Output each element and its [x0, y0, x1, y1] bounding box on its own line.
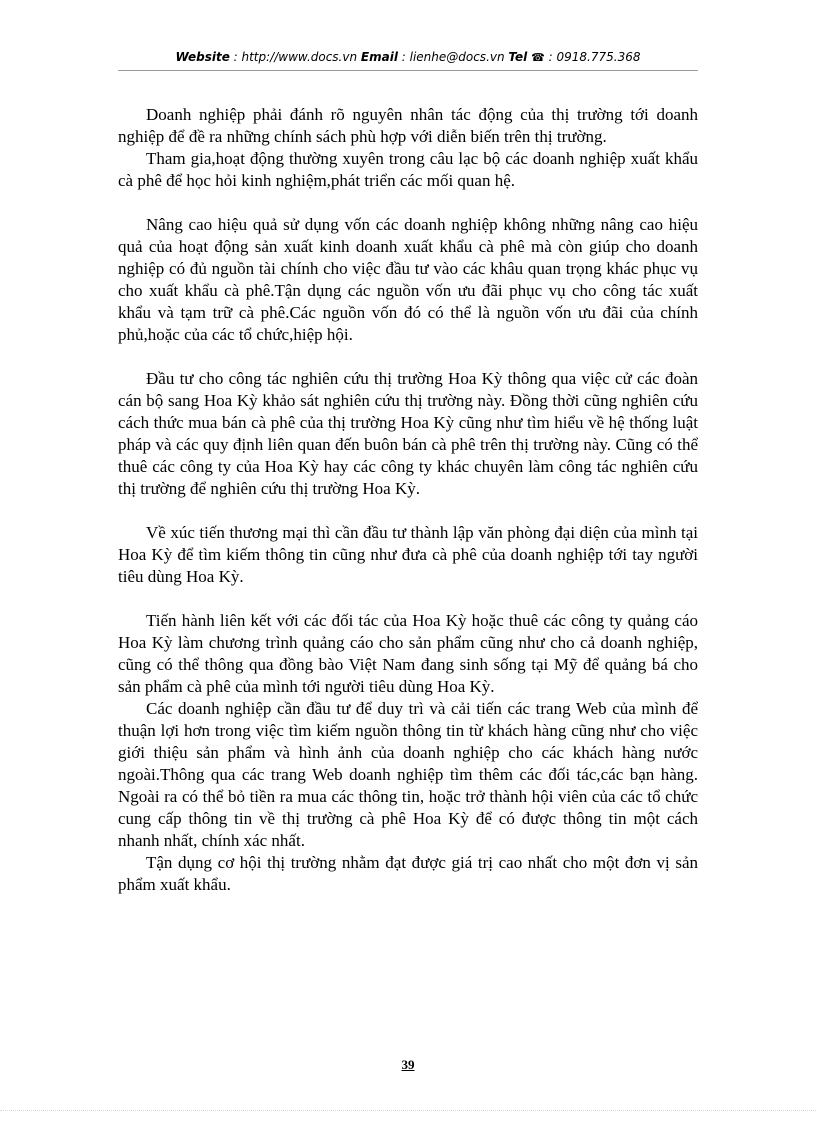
body-text [118, 104, 698, 896]
paragraph: Về xúc tiến thương mại thì cần đầu tư thành lập văn phòng đại diện của mình tại Hoa Kỳ để tìm kiếm thông tin cũng như đưa cà phê của doanh nghiệp tới tay người tiêu dùng Hoa Kỳ. [118, 523, 698, 586]
email-value: : lienhe@docs.vn [397, 50, 509, 64]
phone-icon: ☎ [531, 51, 545, 64]
tel-label: Tel [508, 50, 528, 64]
paragraph: Doanh nghiệp phải đánh rõ nguyên nhân tác động của thị trường tới doanh nghiệp để đề ra những chính sách phù hợp với diễn biến trên thị trường. [118, 105, 698, 146]
page-header [118, 50, 698, 64]
paragraph: Tận dụng cơ hội thị trường nhằm đạt được giá trị cao nhất cho một đơn vị sản phẩm xuất khẩu. [118, 853, 698, 894]
page-number: 39 [401, 1057, 415, 1072]
paragraph: Tiến hành liên kết với các đối tác của Hoa Kỳ hoặc thuê các công ty quảng cáo Hoa Kỳ làm chương trình quảng cáo cho sản phẩm cũng như cho cả doanh nghiệp, cũng có thể thông qua đồng bào Việt Nam đang sinh sống tại Mỹ để quảng bá cho sản phẩm cà phê của mình tới người tiêu dùng Hoa Kỳ. [118, 611, 698, 696]
website-value: : http://www.docs.vn [229, 50, 361, 64]
paragraph: Nâng cao hiệu quả sử dụng vốn các doanh nghiệp không những nâng cao hiệu quả của hoạt động sản xuất kinh doanh xuất khẩu cà phê mà còn giúp cho doanh nghiệp có đủ nguồn tài chính cho việc đầu tư vào các khâu quan trọng khác phục vụ cho xuất khẩu cà phê.Tận dụng các nguồn vốn ưu đãi phục vụ cho công tác xuất khẩu và tạm trữ cà phê.Các nguồn vốn đó có thể là nguồn vốn ưu đãi của chính phủ,hoặc của các tổ chức,hiệp hội. [118, 215, 698, 344]
paragraph: Tham gia,hoạt động thường xuyên trong câu lạc bộ các doanh nghiệp xuất khẩu cà phê để học hỏi kinh nghiệm,phát triển các mối quan hệ. [118, 149, 698, 190]
footer-divider [0, 1110, 816, 1111]
header-divider [118, 70, 698, 71]
paragraph: Đầu tư cho công tác nghiên cứu thị trường Hoa Kỳ thông qua việc cử các đoàn cán bộ sang Hoa Kỳ khảo sát nghiên cứu thị trường này. Đồng thời cũng nghiên cứu cách thức mua bán cà phê của thị trường Hoa Kỳ cũng như tìm hiểu về hệ thống luật pháp và các quy định liên quan đến buôn bán cà phê trên thị trường này. Cũng có thể thuê các công ty của Hoa Kỳ hay các công ty khác chuyên làm công tác nghiên cứu thị trường để nghiên cứu thị trường Hoa Kỳ. [118, 369, 698, 498]
tel-value: : 0918.775.368 [544, 50, 641, 64]
email-label: Email [360, 50, 398, 64]
website-label: Website [175, 50, 230, 64]
paragraph: Các doanh nghiệp cần đầu tư để duy trì và cải tiến các trang Web của mình để thuận lợi hơn trong việc tìm kiếm nguồn thông tin từ khách hàng cũng như cho việc giới thiệu sản phẩm và hình ảnh của doanh nghiệp cho các khách hàng nước ngoài.Thông qua các trang Web doanh nghiệp tìm thêm các đối tác,các bạn hàng. Ngoài ra có thể bỏ tiền ra mua các thông tin, hoặc trở thành hội viên của các tổ chức cung cấp thông tin về thị trường cà phê Hoa Kỳ để có được thông tin một cách nhanh nhất, chính xác nhất. [118, 699, 698, 850]
